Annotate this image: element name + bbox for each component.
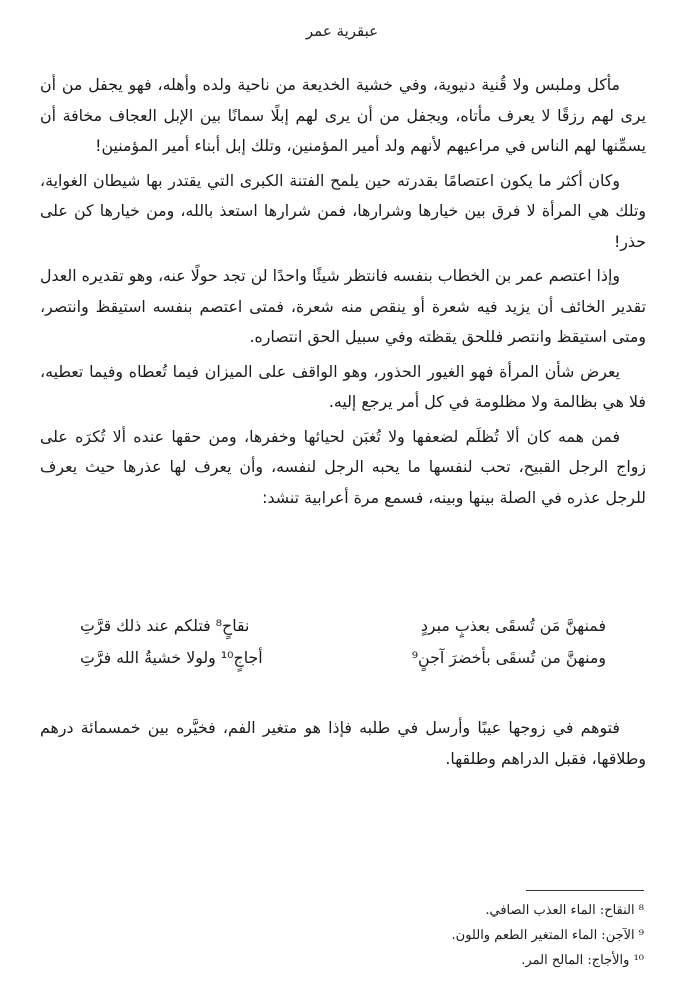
main-text	[40, 70, 646, 517]
verse-second-hemistich: نقاحٍ⁸ فتلكم عند ذلك قرَّتِ	[80, 616, 250, 635]
footnote: ⁹ الآجن: الماء المتغير الطعم واللون.	[451, 928, 644, 943]
running-header: عبقرية عمر	[305, 22, 379, 40]
verse-first-hemistich: ومنهنَّ من تُسقَى بأخضرَ آجنٍ⁹	[411, 648, 606, 667]
paragraph: يعرض شأن المرأة فهو الغيور الحذور، وهو الواقف على الميزان فيما تُعطاه وفيما تعطيه، فلا هي بظالمة ولا مظلومة في كل أمر يرجع إليه.	[40, 361, 646, 411]
verse-second-hemistich: أجاجٍ¹⁰ ولولا خشيةُ الله فرَّتِ	[80, 648, 263, 667]
paragraph: فمن همه كان ألا تُظلَم لضعفها ولا تُغبَن لحيائها وخفرها، ومن حقها عنده ألا تُكرَه على زواج الرجل القبيح، تحب لنفسها ما يحبه الرجل لنفسه، وأن يعرف لها عذرها حيث يعرف للرجل عذره في الصلة بينها وبينه، فسمع مرة أعرابية تنشد:	[40, 426, 646, 507]
footnote-separator	[526, 890, 644, 891]
paragraph: مأكل وملبس ولا قُنية دنيوية، وفي خشية الخديعة من ناحية ولده وأهله، فهو يجفل من أن يرى لهم رزقًا لا يعرف مأتاه، ويجفل من أن يرى لهم إبلًا سمانًا بين الإبل العجاف مخافة أن يسمِّنها لهم الناس في مراعيهم لأنهم ولد أمير المؤمنين، وتلك إبل أبناء أمير المؤمنين!	[40, 75, 646, 155]
paragraph: وإذا اعتصم عمر بن الخطاب بنفسه فانتظر شيئًا واحدًا لن تجد حولًا عنه، وهو تقديره العدل تقدير الخائف أن يزيد فيه شعرة أو ينقص منه شعرة، فمتى اعتصم بنفسه استيقظ وانتصر، ومتى استيقظ وانتصر فللحق يقظته وفي سبيل الحق انتصاره.	[40, 266, 646, 346]
closing-text	[40, 713, 646, 774]
paragraph: فتوهم في زوجها عيبًا وأرسل في طلبه فإذا هو متغير الفم، فخيَّره بين خمسمائة درهم وطلاقها، فقبل الدراهم وطلقها.	[40, 718, 646, 768]
footnote: ¹⁰ والأجاج: المالح المر.	[521, 953, 644, 968]
verse-first-hemistich: فمنهنَّ مَن تُسقَى بعذبٍ مبردٍ	[420, 616, 606, 635]
footnote: ⁸ النقاح: الماء العذب الصافي.	[485, 903, 644, 918]
footnotes	[44, 898, 644, 973]
verse-line	[80, 610, 606, 642]
poem-verses	[80, 610, 606, 674]
paragraph: وكان أكثر ما يكون اعتصامًا بقدرته حين يلمح الفتنة الكبرى التي يقتدر بها شيطان الغواية، وتلك هي المرأة لا فرق بين خيارها وشرارها، فمن شرارها استعذ بالله، ومن خيارها كن على حذر!	[40, 170, 646, 251]
verse-line	[80, 642, 606, 674]
